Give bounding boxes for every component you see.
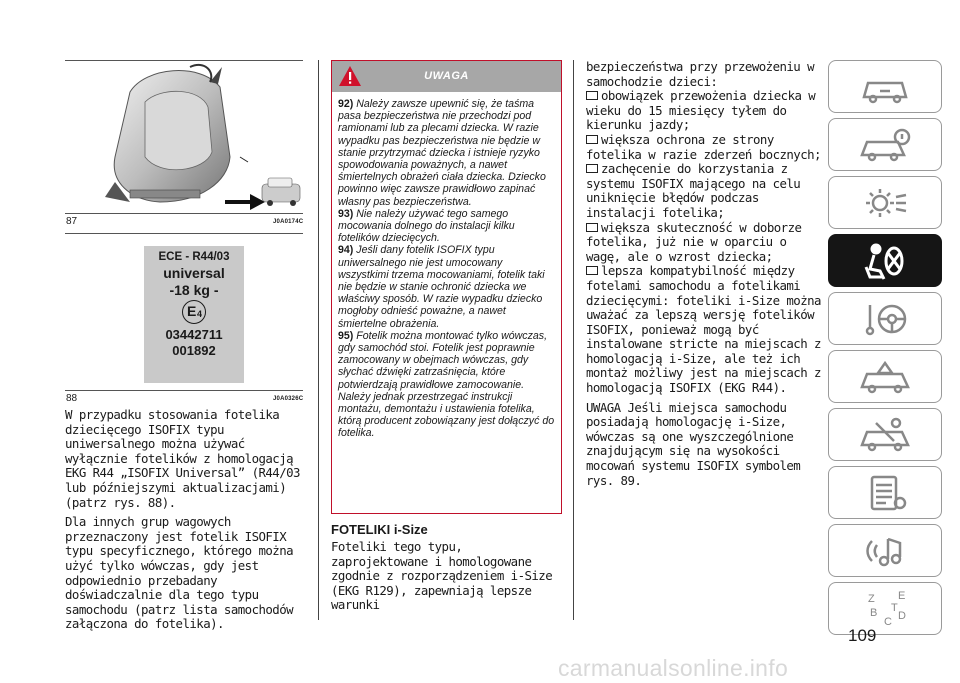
bullet-text: lepsza kompatybilność między fotelami samochodu a fotelikami dziecięcymi: foteliki i-Size można uważać za lepszą wersję fotelików ISOFIX, ponieważ mogą być instalowane stricte na miejscach z homologacją i-Size, ale też ich montaż możliwy jest na miejscach z homologacją ISOFIX (EKG R44). xyxy=(586,263,821,396)
bullet-text: większa skuteczność w doborze fotelika, już nie w oparciu o wagę, ale o wzrost dziecka; xyxy=(586,219,802,264)
service-car-icon xyxy=(858,415,912,455)
warning-item-number: 94) xyxy=(338,244,354,257)
checkbox-bullet-icon xyxy=(586,223,598,232)
label-line-2: universal xyxy=(163,265,225,281)
tab-index[interactable] xyxy=(828,582,942,635)
index-letter: D xyxy=(898,609,906,622)
index-letter: E xyxy=(898,589,906,602)
index-letter: Z xyxy=(868,592,875,605)
warning-item-text: Fotelik można montować tylko wówczas, gdy samochód stoi. Fotelik jest poprawnie zamocowany w obejmach wówczas, gdy słychać dźwięki zatrzaśnięcia, które potwierdzają prawidłowe zamocowanie. Należy jednak przestrzegać instrukcji montażu, demontażu i ustawienia fotelika, którą producent zobowiązany jest dołączyć do fotelika. xyxy=(338,329,555,440)
warning-item-95 xyxy=(338,330,555,440)
warning-item-text: Nie należy używać tego samego mocowania dolnego do instalacji kilku fotelików dziecięcych. xyxy=(338,207,515,245)
label-line-5: 03442711 xyxy=(165,327,223,342)
e-mark-number: 4 xyxy=(197,309,203,319)
watermark: carmanualsonline.info xyxy=(558,655,789,681)
tab-steering[interactable] xyxy=(828,292,942,345)
checkbox-bullet-icon xyxy=(586,135,598,144)
label-line-6: 001892 xyxy=(172,343,216,358)
index-letter: B xyxy=(870,606,878,619)
warning-box xyxy=(331,60,562,514)
figure-88-caption: 88 xyxy=(66,393,78,404)
page-number: 109 xyxy=(848,626,877,645)
sun-lights-icon xyxy=(858,183,912,223)
car-dashboard-icon xyxy=(858,67,912,107)
label-line-3: -18 kg - xyxy=(169,282,219,298)
checkbox-bullet-icon xyxy=(586,91,598,100)
tab-multimedia[interactable] xyxy=(828,524,942,577)
tab-lights[interactable] xyxy=(828,176,942,229)
tab-service[interactable] xyxy=(828,408,942,461)
bullet-item xyxy=(586,133,822,162)
child-seat-illustration xyxy=(90,62,305,212)
index-letter: C xyxy=(884,615,892,628)
bullet-text: większa ochrona ze strony fotelika w razie zderzeń bocznych; xyxy=(586,131,821,162)
warning-header xyxy=(332,61,561,92)
warning-item-92 xyxy=(338,98,555,208)
bullet-item xyxy=(586,162,822,220)
warning-title: UWAGA xyxy=(424,70,469,82)
warning-item-93 xyxy=(338,208,555,245)
warning-item-number: 92) xyxy=(338,98,354,110)
warning-item-number: 93) xyxy=(338,207,354,220)
tab-car-info[interactable] xyxy=(828,118,942,171)
section-intro-text: Foteliki tego typu, zaprojektowane i homologowane zgodnie z rozporządzeniem i-Size (EKG R129), zapewniają lepsze warunki xyxy=(331,539,553,613)
tab-specifications[interactable] xyxy=(828,466,942,519)
warning-item-text: Należy zawsze upewnić się, że taśma pasa bezpieczeństwa nie przechodzi pod ramionami lub za plecami dziecka. W razie wypadku pas bezpieczeństwa nie będzie w stanie przytrzymać dziecka i istnieje ryzyko spowodowania poważnych, a nawet śmiertelnych obrażeń ciała dziecka. Dziecko powinno więc zawsze prawidłowo zapinać własny pas bezpieczeństwa. xyxy=(338,98,546,208)
e-mark-letter: E xyxy=(187,303,197,319)
homologation-label xyxy=(144,246,244,383)
e-mark-circle xyxy=(182,300,206,324)
bullet-item xyxy=(586,264,822,395)
section-intro xyxy=(331,540,563,618)
multimedia-icon xyxy=(858,531,912,571)
right-lead: bezpieczeństwa przy przewożeniu w samochodzie dzieci: xyxy=(586,59,815,89)
left-paragraph-2: Dla innych grup wagowych przeznaczony jest fotelik ISOFIX typu specyficznego, którego można użyć tylko wówczas, gdy jest odpowiednio przebadany doświadczalnie dla tego typu samochodu (patrz lista samochodów załączona do fotelika). xyxy=(65,514,294,632)
figure-88-code: J0A0326C xyxy=(273,396,304,402)
warning-item-94 xyxy=(338,244,555,329)
index-letter: T xyxy=(891,601,898,614)
figure-87-code: J0A0174C xyxy=(273,219,304,225)
left-column-text xyxy=(65,408,307,637)
bullet-item xyxy=(586,89,822,133)
tab-car-dashboard[interactable] xyxy=(828,60,942,113)
figure-87-caption: 87 xyxy=(66,216,78,227)
warning-car-icon xyxy=(858,357,912,397)
label-line-1: ECE - R44/03 xyxy=(158,251,230,263)
warning-item-text: Jeśli dany fotelik ISOFIX typu uniwersalnego nie jest umocowany wszystkimi trzema mocowaniami, fotelik taki nie będzie w stanie ochronić dziecka we właściwy sposób. W razie wypadku dziecko mogłoby odnieść poważne, a nawet śmiertelne obrażenia. xyxy=(338,244,545,330)
checkbox-bullet-icon xyxy=(586,164,598,173)
bullet-item xyxy=(586,221,822,265)
steering-wheel-icon xyxy=(858,299,912,339)
bullet-text: zachęcenie do korzystania z systemu ISOFIX mającego na celu uniknięcie błędów podczas instalacji fotelika; xyxy=(586,161,801,220)
tab-airbag-seat[interactable] xyxy=(828,234,942,287)
warning-body xyxy=(332,92,561,444)
warning-item-number: 95) xyxy=(338,329,354,342)
airbag-seat-icon xyxy=(858,241,912,281)
index-letters-icon xyxy=(858,589,912,629)
tab-warning-car[interactable] xyxy=(828,350,942,403)
bullet-text: obowiązek przewożenia dziecka w wieku do 15 miesięcy tyłem do kierunku jazdy; xyxy=(586,88,816,133)
section-title: FOTELIKI i-Size xyxy=(331,522,428,537)
right-column-text xyxy=(586,60,822,493)
checkbox-bullet-icon xyxy=(586,266,598,275)
specifications-icon xyxy=(858,473,912,513)
left-paragraph-1: W przypadku stosowania fotelika dziecięcego ISOFIX typu uniwersalnego można używać wyłącznie fotelików z homologacją EKG R44 „ISOFIX Universal” (R44/03 lub późniejszymi aktualizacjami) (patrz rys. 88). xyxy=(65,407,300,510)
right-end-paragraph: UWAGA Jeśli miejsca samochodu posiadają homologację i-Size, wówczas są one wyszczególnione znajdującym się na wysokości mocowań systemu ISOFIX symbolem rys. 89. xyxy=(586,399,801,488)
car-info-icon xyxy=(858,125,912,165)
